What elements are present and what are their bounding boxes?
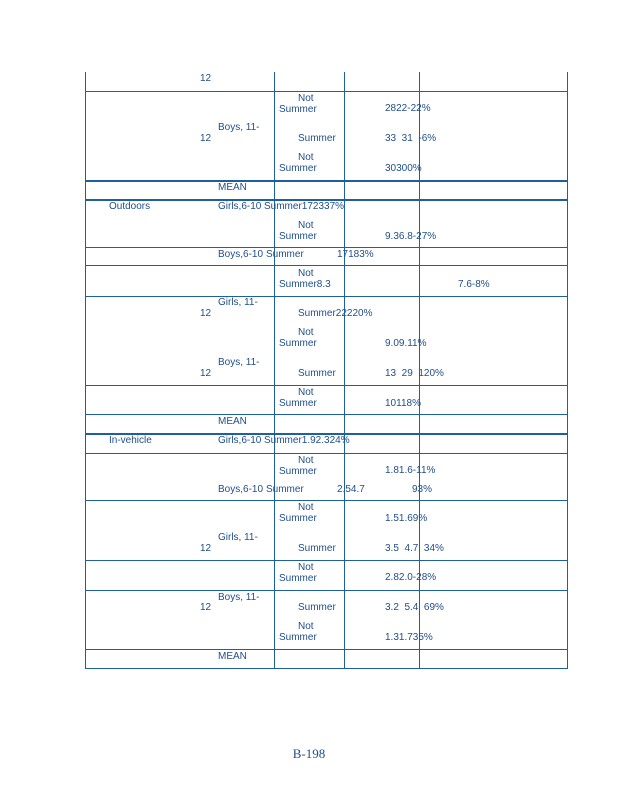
group-label: 12 <box>200 543 212 554</box>
value-cell: 2.54.7 <box>337 484 365 495</box>
value-cell: 2822-22% <box>385 103 431 114</box>
group-label: Boys,6-10 <box>218 484 264 495</box>
group-label: 12 <box>200 308 212 319</box>
season-label: Summer <box>298 543 336 554</box>
group-label: Boys, 11- <box>218 592 260 603</box>
season-label: Not Summer <box>279 621 317 643</box>
value-cell: Summer172337% <box>264 201 345 212</box>
category-label: In-vehicle <box>109 435 152 446</box>
group-label: 12 <box>200 133 212 144</box>
value-cell: 17183% <box>337 249 374 260</box>
group-label: Girls, 11- <box>218 532 258 543</box>
table-border-right <box>567 72 568 669</box>
row-divider <box>85 453 568 454</box>
season-label: Not Summer <box>279 152 317 174</box>
season-label: Summer <box>298 602 336 613</box>
group-label: 12 <box>200 602 212 613</box>
row-divider <box>85 180 568 182</box>
mean-label: MEAN <box>218 182 247 193</box>
value-cell: 3.5 4.7 34% <box>385 543 444 554</box>
group-label: Boys, 11- <box>218 122 260 133</box>
category-label: Outdoors <box>109 201 151 212</box>
group-label: Boys, 11- <box>218 357 260 368</box>
group-label: Girls, 11- <box>218 297 258 308</box>
group-label: Girls,6-10 <box>218 435 262 446</box>
table-divider-2 <box>344 72 345 669</box>
value-cell: 9.09.11% <box>385 338 427 349</box>
value-cell: Summer22220% <box>298 308 373 319</box>
mean-label: MEAN <box>218 416 247 427</box>
value-cell: 1.81.6-11% <box>385 465 436 476</box>
value-cell: 7.6-8% <box>458 279 490 290</box>
row-divider <box>85 296 568 297</box>
value-cell: 1.31.735% <box>385 632 433 643</box>
value-cell: 1.51.69% <box>385 513 428 524</box>
season-label: Summer <box>266 484 304 495</box>
season-label: Not Summer <box>279 93 317 115</box>
mean-label: MEAN <box>218 651 247 662</box>
value-cell: 3.2 5.4 69% <box>385 602 444 613</box>
table-bottom-border <box>85 668 568 669</box>
value-cell: 30300% <box>385 163 422 174</box>
row-divider <box>85 247 568 248</box>
page-number: B-198 <box>292 746 326 761</box>
value-cell: 13 29 120% <box>385 368 444 379</box>
season-label: Not Summer <box>279 220 317 242</box>
row-divider <box>85 649 568 650</box>
value-cell: 93% <box>412 484 433 495</box>
value-cell: 2.82.0-28% <box>385 572 437 583</box>
season-label: Not Summer <box>279 562 317 584</box>
season-label: Not Summer <box>279 387 317 409</box>
row-divider <box>85 590 568 591</box>
season-label: Not Summer <box>279 502 317 524</box>
season-label: Not Summer <box>279 455 317 477</box>
table-border-left <box>85 72 86 669</box>
season-label: Summer <box>266 249 304 260</box>
value-cell: 33 31 -6% <box>385 133 437 144</box>
row-divider <box>85 265 568 266</box>
group-label: Boys,6-10 <box>218 249 264 260</box>
row-divider <box>85 414 568 415</box>
group-label: 12 <box>200 368 212 379</box>
row-divider <box>85 91 568 92</box>
value-cell: Summer1.92.324% <box>264 435 350 446</box>
value-cell: 9.36.8-27% <box>385 231 437 242</box>
group-label: Girls,6-10 <box>218 201 262 212</box>
group-label: 12 <box>200 73 212 84</box>
season-label: Summer <box>298 368 336 379</box>
row-divider <box>85 500 568 501</box>
row-divider <box>85 385 568 386</box>
value-cell: 10118% <box>385 398 421 409</box>
season-label: Summer <box>298 133 336 144</box>
season-label: Not Summer <box>279 327 317 349</box>
row-divider <box>85 560 568 561</box>
season-label: Not Summer8.3 <box>279 268 331 290</box>
table-divider-1 <box>274 72 275 669</box>
